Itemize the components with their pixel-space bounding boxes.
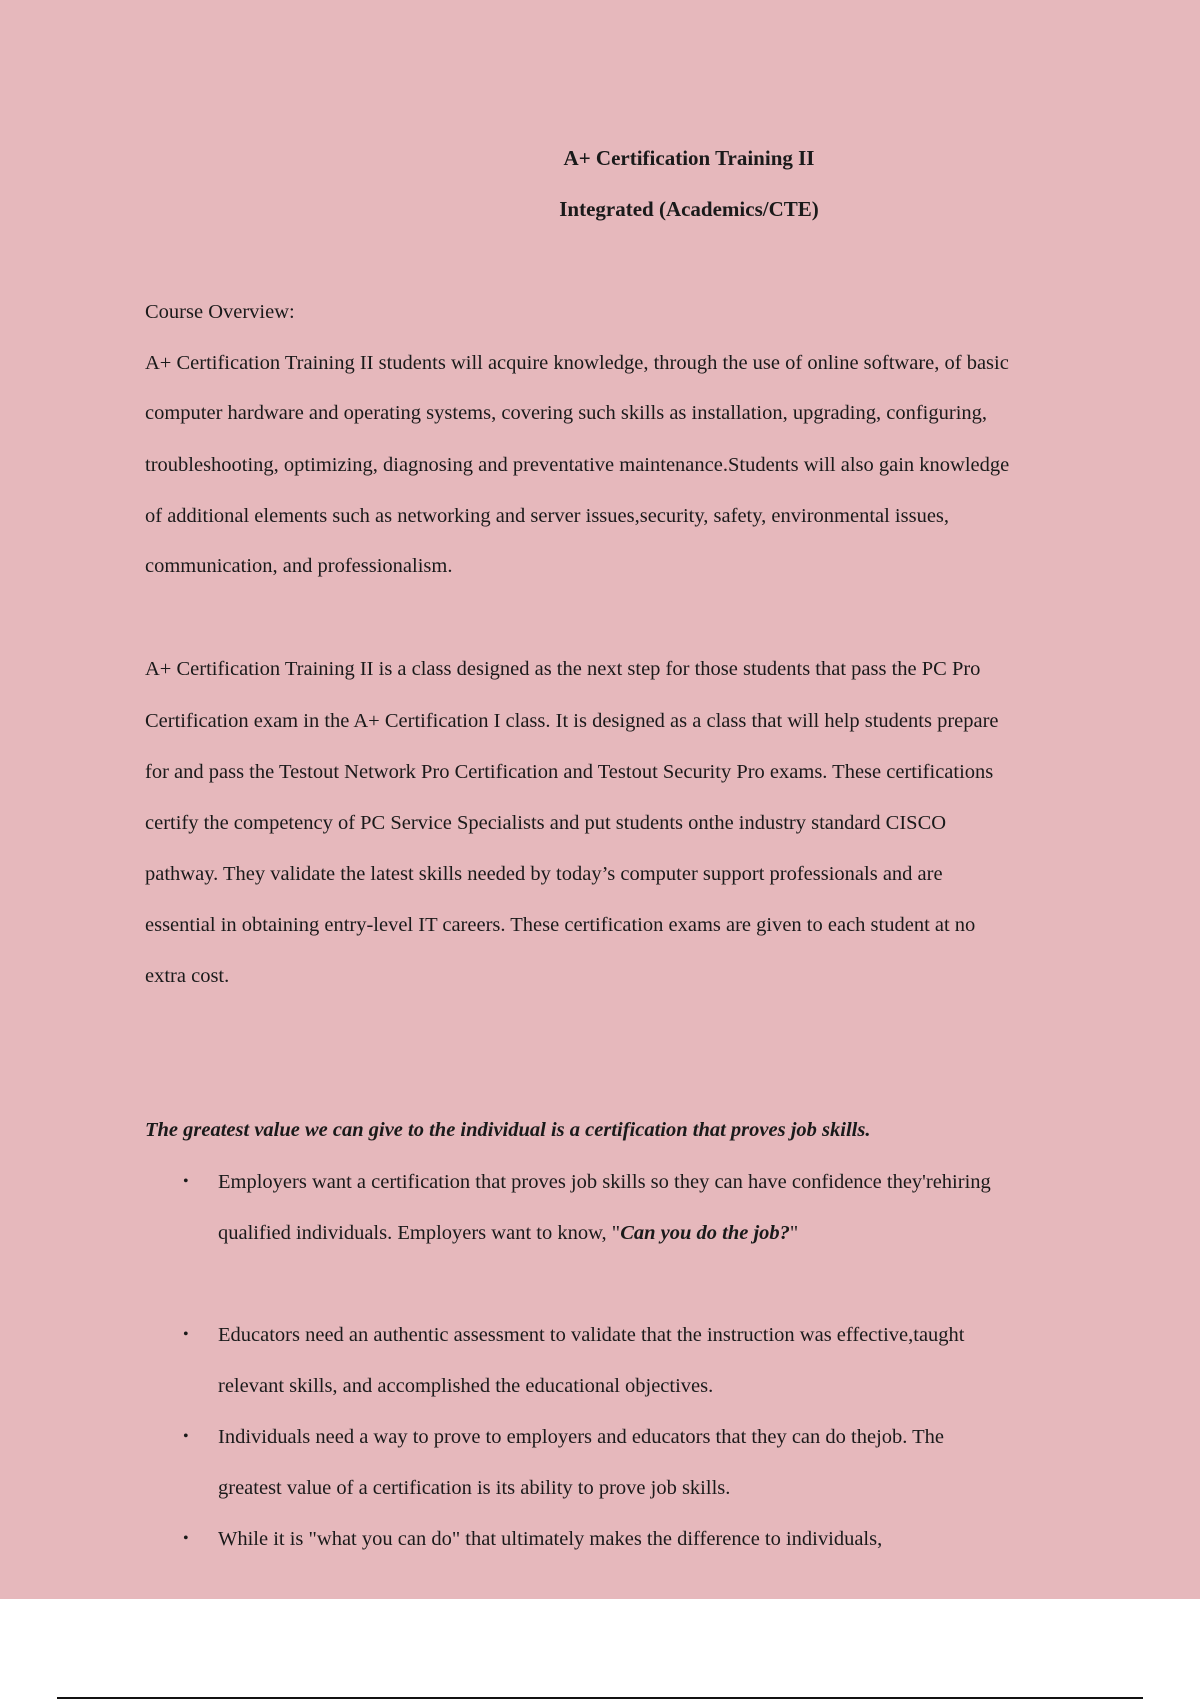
paragraph2-line: essential in obtaining entry-level IT careers. These certification exams are given to each student at no (145, 914, 976, 936)
bullet-1-line-2-suffix: " (789, 1222, 799, 1244)
bullet-3-line-2: greatest value of a certification is its ability to prove job skills. (218, 1477, 731, 1499)
paragraph1-line: of additional elements such as networking and server issues,security, safety, environmental issues, (145, 505, 950, 527)
bullet-2-line-1: Educators need an authentic assessment to validate that the instruction was effective,taught (218, 1324, 965, 1346)
footer-divider (57, 1697, 1143, 1699)
value-tagline: The greatest value we can give to the individual is a certification that proves job skills. (145, 1119, 871, 1141)
paragraph2-line: for and pass the Testout Network Pro Certification and Testout Security Pro exams. These certifications (145, 761, 994, 783)
paragraph1-line: communication, and professionalism. (145, 555, 453, 577)
bullet-1-line-2 (218, 1220, 798, 1246)
paragraph2-line: Certification exam in the A+ Certification I class. It is designed as a class that will help students prepare (145, 710, 999, 732)
paragraph1-line: troubleshooting, optimizing, diagnosing and preventative maintenance.Students will also gain knowledge (145, 454, 1010, 476)
paragraph1-line: computer hardware and operating systems, covering such skills as installation, upgrading, configuring, (145, 402, 988, 424)
paragraph2-line: certify the competency of PC Service Specialists and put students onthe industry standard CISCO (145, 812, 947, 834)
paragraph2-line: extra cost. (145, 965, 230, 987)
bullet-4-line-1: While it is "what you can do" that ultimately makes the difference to individuals, (218, 1528, 883, 1550)
paragraph2-line: A+ Certification Training II is a class designed as the next step for those students that pass the PC Pro (145, 658, 981, 680)
document-subtitle: Integrated (Academics/CTE) (559, 197, 819, 221)
bullet-3-line-1: Individuals need a way to prove to employers and educators that they can do thejob. The (218, 1426, 945, 1448)
bullet-marker: • (183, 1428, 189, 1445)
bullet-1-line-1: Employers want a certification that proves job skills so they can have confidence they'rehiring (218, 1171, 991, 1193)
bullet-2-line-2: relevant skills, and accomplished the educational objectives. (218, 1375, 714, 1397)
bullet-marker: • (183, 1326, 189, 1343)
bullet-marker: • (183, 1530, 189, 1547)
document-title: A+ Certification Training II (563, 146, 815, 170)
paragraph1-line: A+ Certification Training II students will acquire knowledge, through the use of online software, of basic (145, 352, 1009, 374)
paragraph2-line: pathway. They validate the latest skills needed by today’s computer support professionals and are (145, 863, 943, 885)
bullet-1-line-2-prefix: qualified individuals. Employers want to know, " (218, 1222, 621, 1244)
bullet-1-emphasis: Can you do the job? (620, 1222, 790, 1244)
bullet-marker: • (183, 1173, 189, 1190)
overview-heading: Course Overview: (145, 301, 295, 323)
